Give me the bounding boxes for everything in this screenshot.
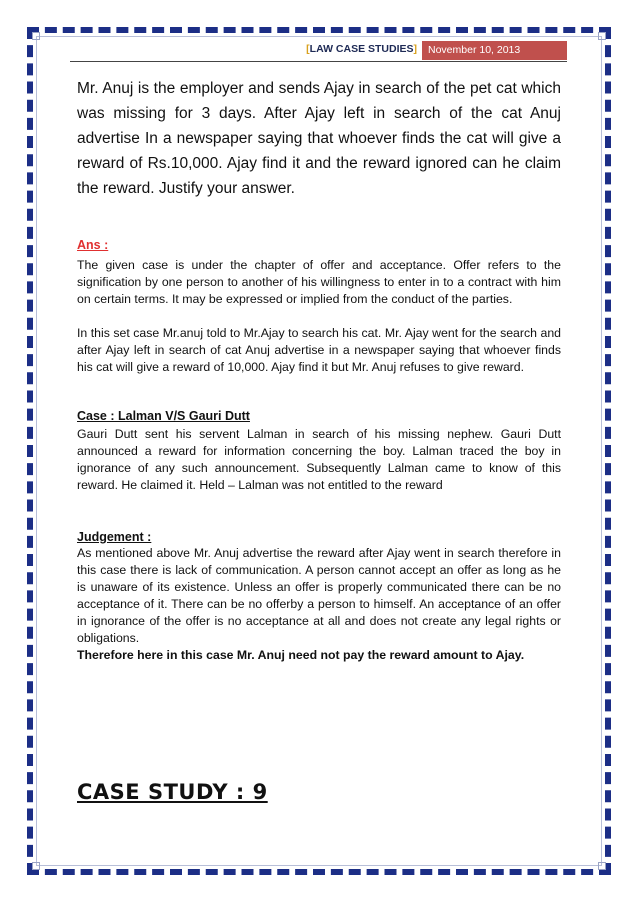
question-text: Mr. Anuj is the employer and sends Ajay in search of the pet cat which was missing for 3 days. After Ajay left in search of the cat Anuj advertise In a newspaper saying that whoever finds the cat will give a reward of Rs.10,000. Ajay find it and the reward ignored can he claim the reward. Justify your answer. — [77, 80, 561, 197]
answer-paragraph-2: In this set case Mr.anuj told to Mr.Ajay to search his cat. Mr. Ajay went for the search and after Ajay left in search of cat Anuj advertise in a newspaper saying that whoever finds his cat will give a reward of 10,000. Ajay find it but Mr. Anuj refuses to give reward. — [77, 326, 561, 374]
corner-mark — [598, 862, 606, 870]
document-body — [77, 76, 561, 664]
answer-paragraph-1: The given case is under the chapter of offer and acceptance. Offer refers to the signification by one person to another of his willingness to enter in to a contract with him on certain terms. It may be expressed or implied from the conduct of the parties. — [77, 258, 561, 306]
page-header — [70, 41, 567, 62]
judgement-conclusion: Therefore here in this case Mr. Anuj need not pay the reward amount to Ajay. — [77, 648, 525, 662]
judgement-text: As mentioned above Mr. Anuj advertise the reward after Ajay went in search therefore in this case there is lack of communication. A person cannot accept an offer as long as he is unaware of its existence. Unless an offer is properly communicated there can be no acceptance of it. There can be no offerby a person to himself. An acceptance of an offer in ignorance of the offer is no acceptance at all and does not create any legal rights or obligations. — [77, 546, 561, 645]
judgement-heading: Judgement : — [77, 530, 152, 544]
corner-mark — [598, 32, 606, 40]
next-section-title: CASE STUDY : 9 — [77, 780, 268, 804]
corner-mark — [32, 32, 40, 40]
header-bracket-close: ] — [413, 43, 417, 55]
header-bracket-open: [ — [306, 43, 310, 55]
header-title — [306, 43, 417, 55]
case-heading: Case : Lalman V/S Gauri Dutt — [77, 409, 250, 423]
header-date: November 10, 2013 — [422, 41, 567, 60]
header-title-text: LAW CASE STUDIES — [309, 43, 414, 55]
case-text: Gauri Dutt sent his servent Lalman in search of his missing nephew. Gauri Dutt announced a reward for information concerning the boy. Lalman traced the boy in ignorance of any such announcement. Subsequently Lalman came to know of this reward. He claimed it. Held – Lalman was not entitled to the reward — [77, 427, 561, 492]
answer-label: Ans : — [77, 238, 109, 252]
corner-mark — [32, 862, 40, 870]
